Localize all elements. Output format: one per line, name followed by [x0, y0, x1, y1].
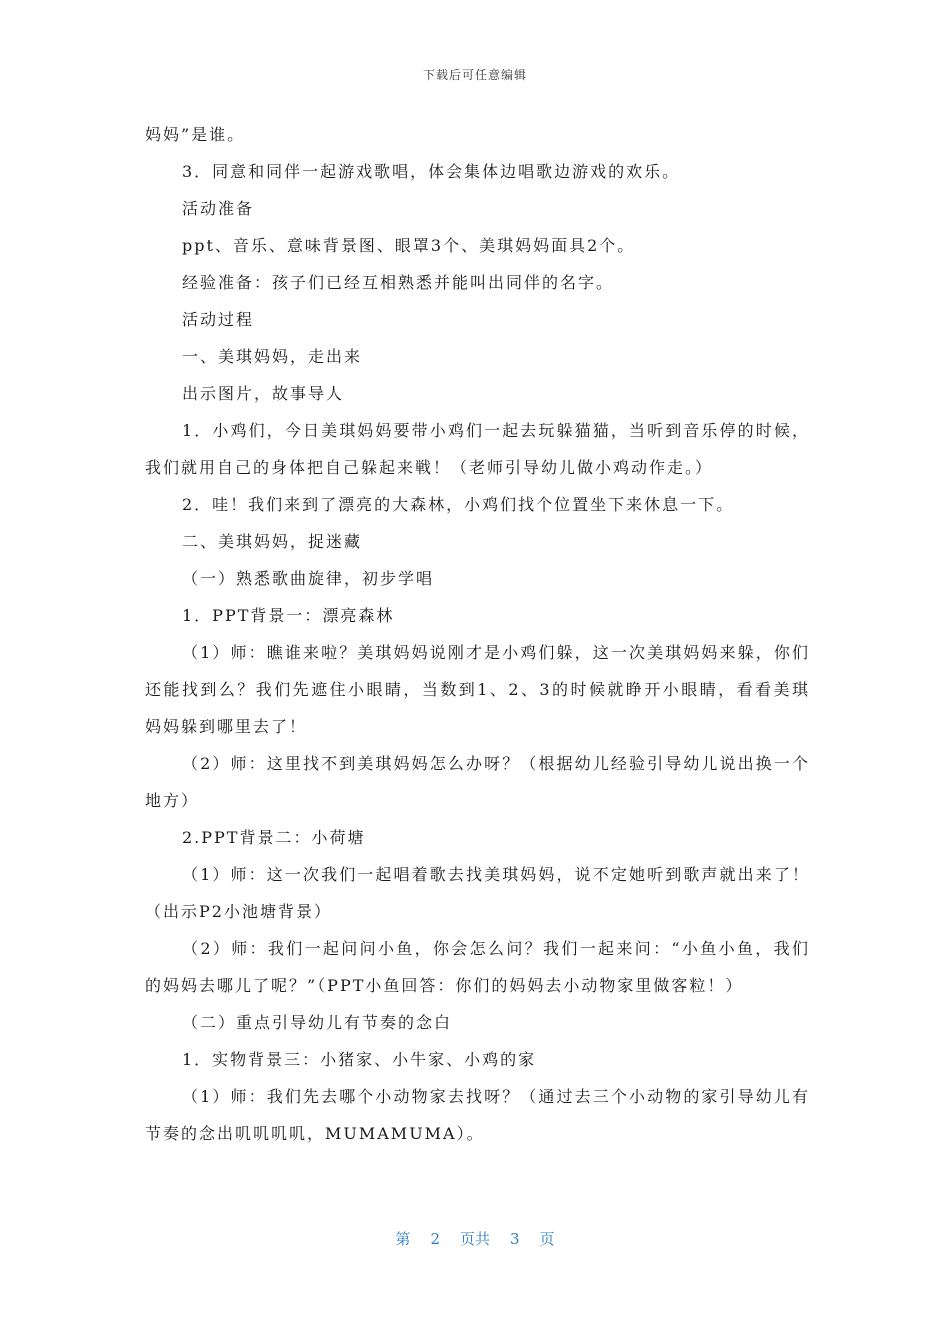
section-heading: 一、美琪妈妈，走出来	[182, 347, 363, 366]
paragraph: 2．哇！我们来到了漂亮的大森林，小鸡们找个位置坐下来休息一下。	[182, 495, 735, 514]
paragraph: 出示图片，故事导人	[182, 384, 345, 403]
paragraph: 1．PPT背景一：漂亮森林	[182, 606, 395, 625]
section-heading: 二、美琪妈妈，捉迷藏	[182, 532, 363, 551]
paragraph: 妈妈”是谁。	[145, 125, 246, 144]
paragraph: 3．同意和同伴一起游戏歌唱，体会集体边唱歌边游戏的欢乐。	[182, 162, 681, 181]
paragraph: （2）师：我们一起问问小鱼，你会怎么问？我们一起来问：“小鱼小鱼，我们的妈妈去哪儿了呢？”（PPT小鱼回答：你们的妈妈去小动物家里做客粒！）	[145, 939, 810, 995]
section-heading: （一）熟悉歌曲旋律，初步学唱	[182, 569, 435, 588]
page-footer	[0, 1228, 950, 1249]
page-header: 下载后可任意编辑	[422, 68, 527, 82]
paragraph: 1．实物背景三：小猪家、小牛家、小鸡的家	[182, 1050, 537, 1069]
section-heading: 活动准备	[182, 199, 255, 218]
paragraph: 1．小鸡们，今日美琪妈妈要带小鸡们一起去玩躲猫猫，当听到音乐停的时候，我们就用自己的身体把自己躲起来戦！（老师引导幼儿做小鸡动作走。）	[145, 421, 810, 477]
paragraph: （1）师：我们先去哪个小动物家去找呀？（通过去三个小动物的家引导幼儿有节奏的念出叽叽叽叽，MUMAMUMA）。	[145, 1087, 810, 1143]
footer-suffix: 页	[539, 1230, 555, 1248]
paragraph: （2）师：这里找不到美琪妈妈怎么办呀？（根据幼儿经验引导幼儿说出换一个地方）	[145, 754, 810, 810]
paragraph: 2.PPT背景二：小荷塘	[182, 828, 366, 847]
current-page-number: 2	[430, 1230, 440, 1248]
document-body	[145, 116, 810, 1152]
paragraph: 经验准备：孩子们已经互相熟悉并能叫出同伴的名字。	[182, 273, 615, 292]
paragraph: ppt、音乐、意味背景图、眼罩3个、美琪妈妈面具2个。	[182, 236, 636, 255]
section-heading: （二）重点引导幼儿有节奏的念白	[182, 1013, 453, 1032]
footer-prefix: 第	[395, 1230, 411, 1248]
section-heading: 活动过程	[182, 310, 255, 329]
paragraph: （1）师：这一次我们一起唱着歌去找美琪妈妈，说不定她听到歌声就出来了！（出示P2小池塘背景）	[145, 865, 810, 921]
paragraph: （1）师：瞧谁来啦？美琪妈妈说刚才是小鸡们躲，这一次美琪妈妈来躲，你们还能找到么？我们先遮住小眼睛，当数到1、2、3的时候就睁开小眼睛，看看美琪妈妈躲到哪里去了！	[145, 643, 810, 736]
total-pages-number: 3	[510, 1230, 520, 1248]
footer-middle: 页共	[459, 1230, 490, 1248]
